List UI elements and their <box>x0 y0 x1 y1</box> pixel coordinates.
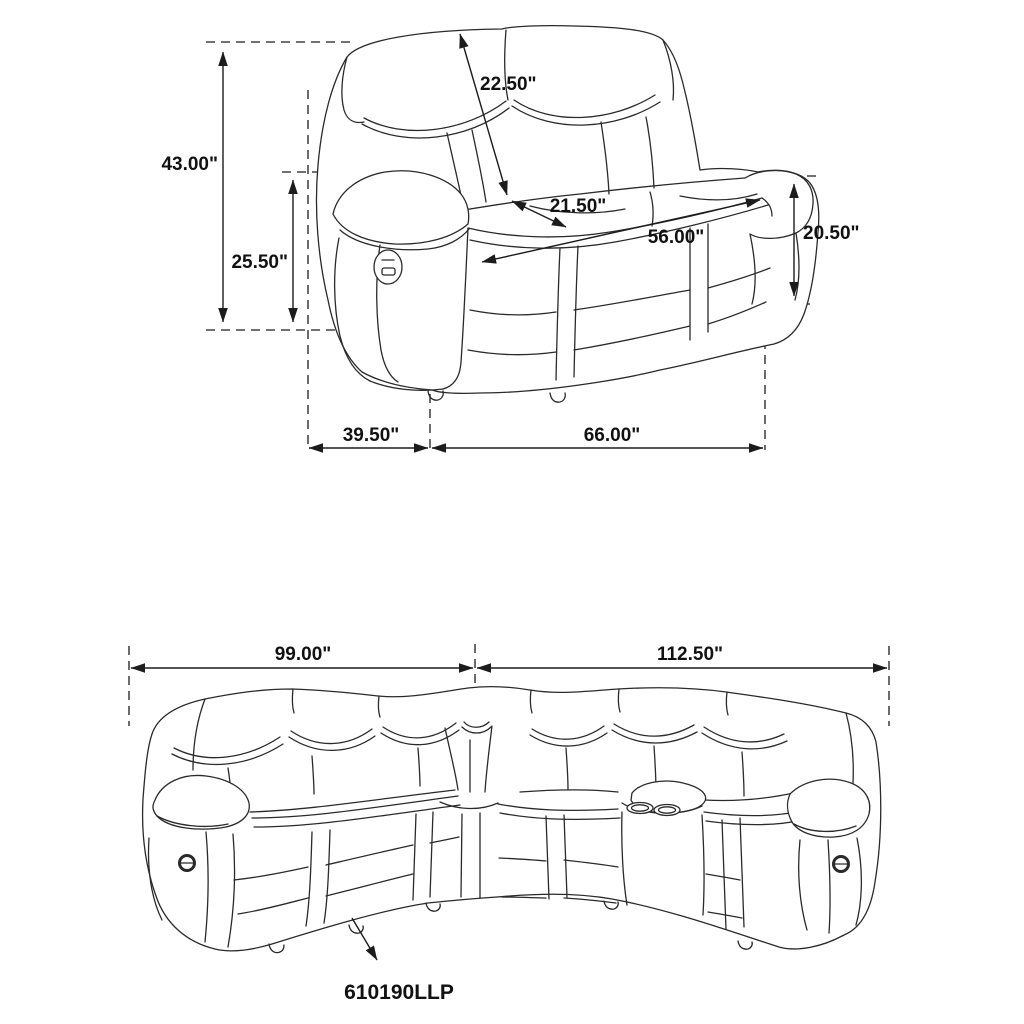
dim-base-depth <box>309 425 428 448</box>
sectional-dimensions <box>131 644 887 668</box>
arm-height-label: 25.50" <box>231 252 288 273</box>
inside-width-label: 56.00" <box>647 227 705 248</box>
seat-height-label: 20.50" <box>803 223 860 244</box>
dim-left-length <box>131 644 473 668</box>
product-code-label: 610190LLP <box>344 981 454 1004</box>
dim-arm-height <box>231 180 293 322</box>
base-width-label: 66.00" <box>583 425 641 446</box>
overall-height-label: 43.00" <box>161 154 218 175</box>
left-length-label: 99.00" <box>274 644 332 665</box>
sectional-drawing <box>143 687 881 953</box>
seat-depth-label: 21.50" <box>549 196 607 217</box>
dim-right-length <box>477 644 887 668</box>
leader-arrow <box>352 918 377 960</box>
dim-base-width <box>432 425 763 448</box>
right-length-label: 112.50" <box>656 644 724 665</box>
dim-overall-height <box>161 52 223 322</box>
loveseat-power-button-icon <box>374 250 402 284</box>
base-depth-label: 39.50" <box>342 425 400 446</box>
back-cushion-label: 22.50" <box>480 74 537 95</box>
product-code-callout <box>344 918 454 1004</box>
